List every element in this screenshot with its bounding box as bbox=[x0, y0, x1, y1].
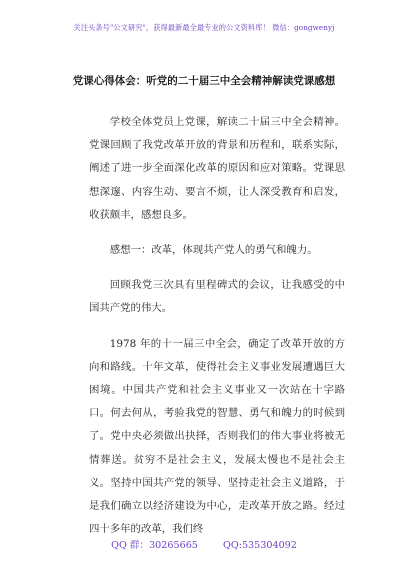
document-body bbox=[89, 111, 345, 541]
paragraph-intro: 学校全体党员上党课，解读二十届三中全会精神。党课回顾了我党改革开放的背景和历程和，联系实际，阐述了进一步全面深化改革的原因和应对策略。党课思想深邃、内容生动、要言不烦，让人深受教育和启发，收获颇丰，感想良多。 bbox=[89, 116, 345, 221]
paragraph-review: 回顾我党三次具有里程碑式的会议，让我感受的中国共产党的伟大。 bbox=[89, 279, 345, 315]
footer-qq: QQ:535304092 bbox=[222, 540, 297, 551]
paragraph-insight-one: 感想一：改革，体现共产党人的勇气和魄力。 bbox=[109, 244, 318, 257]
header-banner: 关注头条号"公文研究"，获得最新最全最专业的公文资料库！ 微信：gongwenyj bbox=[73, 23, 335, 32]
footer-qq-group: QQ 群：30265665 bbox=[111, 540, 198, 551]
document-title: 党课心得体会：听党的二十届三中全会精神解读党课感想 bbox=[72, 75, 336, 87]
paragraph-1978: 1978 年的十一届三中全会，确定了改革开放的方向和路线。十年文革，使得社会主义事业发展遭遇巨大困境。中国共产党和社会主义事业又一次站在十字路口。何去何从，考验我党的智慧、勇气和魄力的时候到了。党中央必须做出抉择，否则我们的伟大事业将被无情葬送。贫穷不是社会主义，发展太慢也不是社会主义。坚持中国共产党的领导、坚持走社会主义道路，于是我们确立以经济建设为中心，走改革开放之路。经过四十多年的改革，我们终 bbox=[89, 337, 345, 536]
footer-contact bbox=[0, 537, 408, 551]
